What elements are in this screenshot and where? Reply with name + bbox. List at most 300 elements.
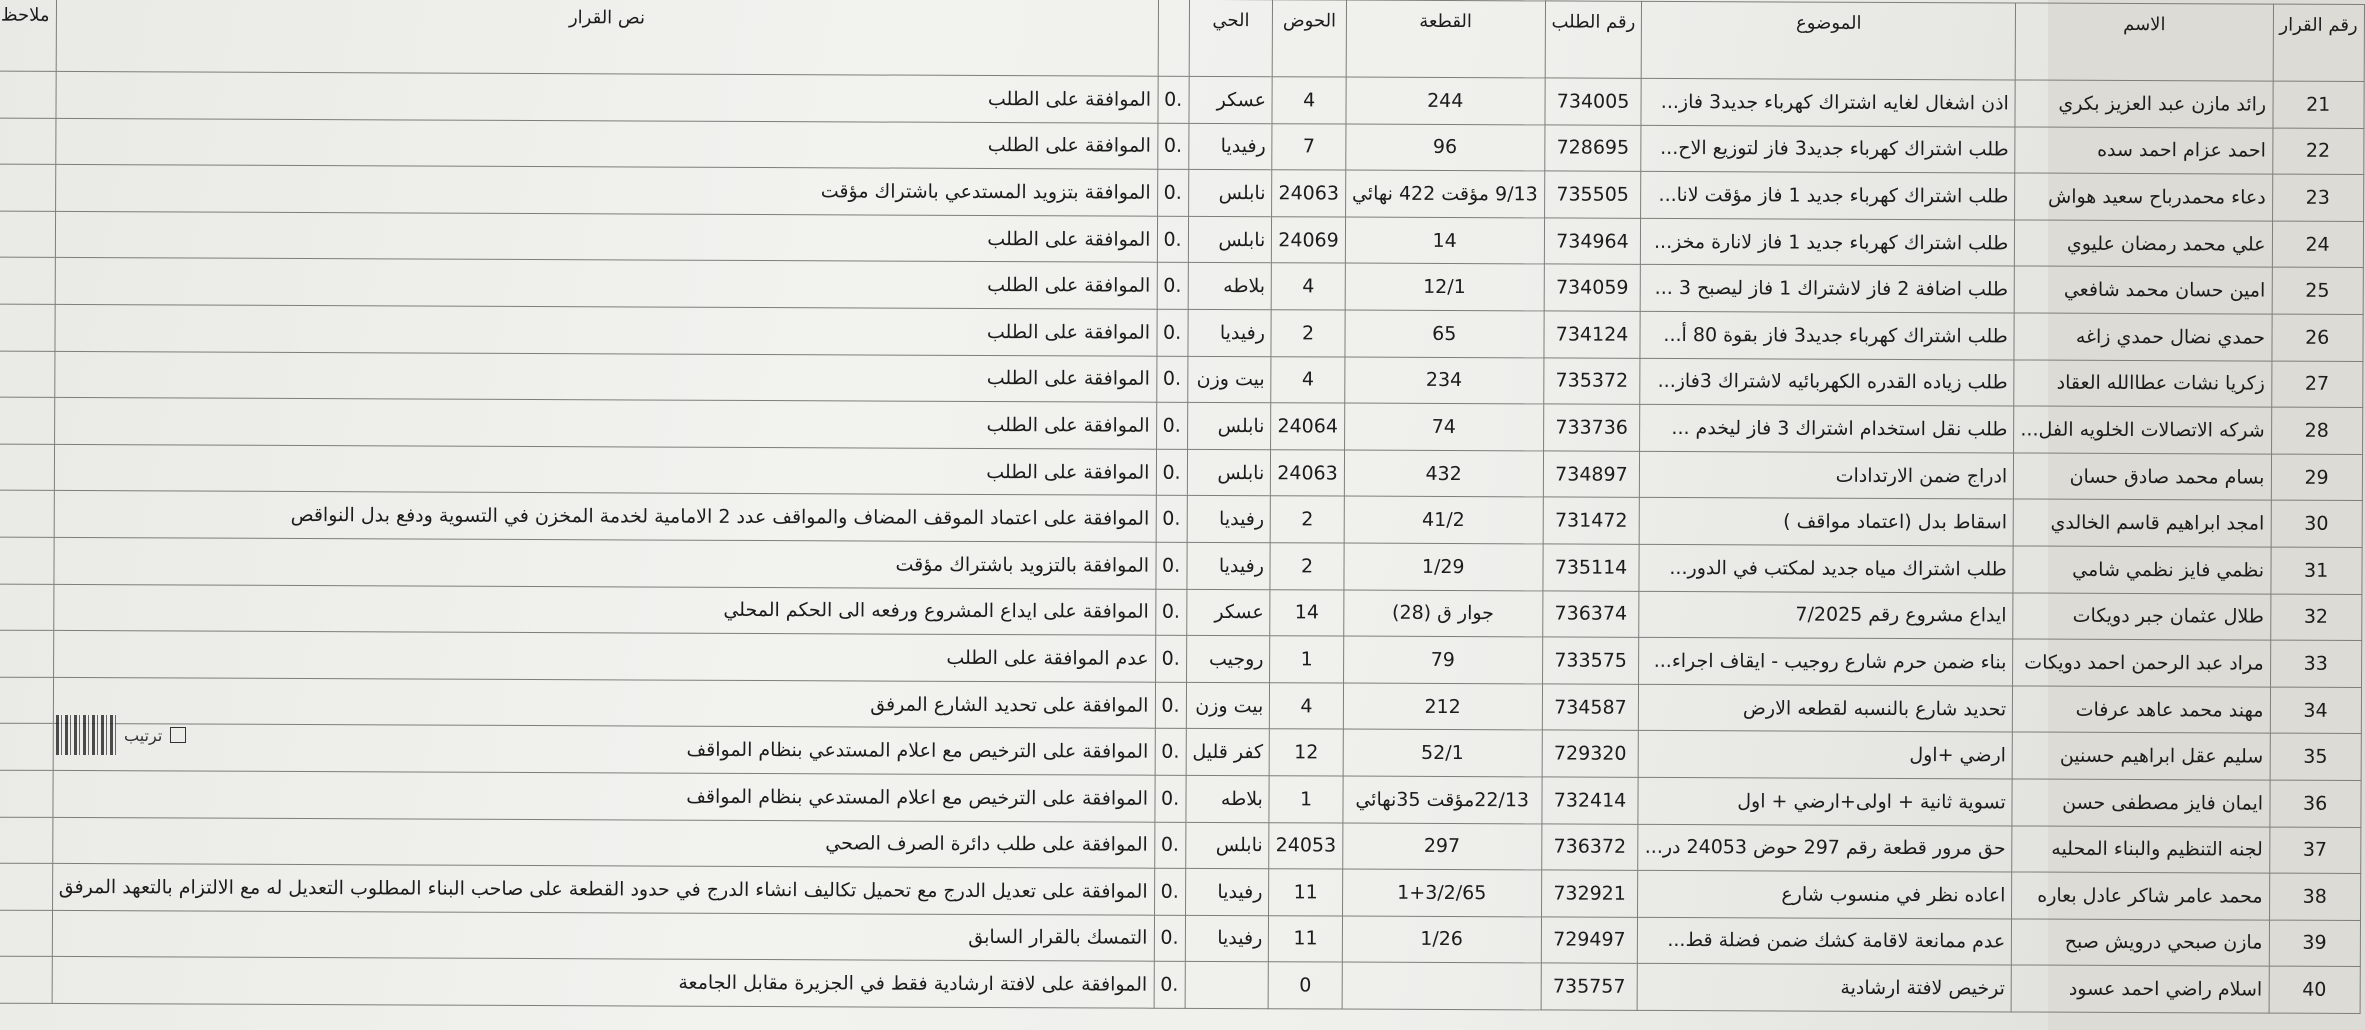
decision-text-cell (53, 770, 1155, 821)
plot-cell-text: 14 (1432, 229, 1457, 252)
name-cell (2012, 872, 2269, 920)
basin-cell-text: 24053 (1275, 834, 1337, 857)
basin-cell-text: 11 (1293, 881, 1318, 904)
request-no-cell (1544, 125, 1641, 172)
name-cell-text: طلال عثمان جبر دويكات (2072, 605, 2264, 628)
decision-no-cell-text: 32 (2303, 606, 2329, 629)
name-cell (2013, 686, 2270, 734)
decision-text-cell-text: الموافقة على الطلب (987, 87, 1152, 111)
marker-cell (1154, 962, 1185, 1009)
plot-cell-text (1349, 986, 1535, 987)
decision-text-cell (55, 118, 1157, 169)
basin-cell-text: 11 (1293, 927, 1318, 950)
district-cell-text: عسكر (1214, 601, 1264, 624)
plot-cell-text: 1/29 (1421, 555, 1465, 578)
decision-no-cell-text: 24 (2305, 233, 2330, 256)
basin-cell (1270, 496, 1344, 543)
notes-cell (0, 397, 54, 444)
request-no-cell-text: 731472 (1554, 509, 1628, 532)
subject-cell (1638, 917, 2012, 965)
district-cell (1186, 775, 1270, 822)
subject-cell-text: طلب اشتراك كهرباء جديد 1 فاز مؤقت لانا... (1658, 183, 2009, 208)
decision-text-cell-text: الموافقة بالتزويد باشتراك مؤقت (895, 553, 1150, 577)
request-no-cell-text: 733736 (1555, 416, 1628, 439)
subject-cell-text: ترخيص لافتة ارشادية (1840, 976, 2006, 1000)
district-cell (1188, 309, 1272, 356)
marker-cell (1156, 356, 1187, 403)
marker-cell (1154, 868, 1185, 915)
request-no-cell-text: 734059 (1555, 276, 1629, 299)
request-no-cell (1544, 264, 1641, 311)
header-district: الحي (1189, 0, 1273, 77)
decision-text-cell (54, 491, 1156, 542)
decision-no-cell (2269, 873, 2360, 920)
subject-cell (1639, 684, 2013, 732)
name-cell (2015, 220, 2272, 268)
name-cell-text: شركه الاتصالات الخلويه الفل... (2020, 418, 2265, 442)
decision-no-cell-text: 34 (2303, 699, 2328, 722)
decision-text-cell-text: الموافقة بتزويد المستدعي باشتراك مؤقت (820, 180, 1151, 204)
district-cell (1186, 682, 1270, 729)
decision-no-cell-text: 27 (2304, 373, 2330, 396)
basin-cell (1269, 822, 1343, 869)
marker-cell (1157, 123, 1188, 170)
marker-cell (1156, 402, 1187, 449)
decision-text-cell (52, 957, 1154, 1008)
district-cell-text: رفيديا (1220, 135, 1266, 158)
district-cell-text: عسكر (1216, 88, 1266, 112)
district-cell (1185, 962, 1269, 1009)
basin-cell-text: 2 (1301, 555, 1314, 578)
request-no-cell (1541, 777, 1638, 824)
basin-cell (1269, 729, 1343, 776)
name-cell-text: مازن صبحي درويش صبح (2064, 931, 2263, 955)
decision-text-cell (53, 584, 1155, 635)
decision-no-cell (2270, 733, 2361, 780)
decision-text-cell (54, 444, 1156, 495)
subject-cell-text: اعاده نظر في منسوب شارع (1781, 883, 2006, 907)
basin-cell-text: 0 (1299, 974, 1312, 997)
subject-cell (1640, 404, 2014, 452)
marker-cell-text: .0 (1161, 740, 1180, 763)
decision-no-cell-text: 39 (2302, 932, 2327, 955)
district-cell (1185, 915, 1269, 962)
plot-cell (1345, 357, 1544, 404)
marker-cell (1154, 775, 1185, 822)
name-cell-text: زكريا نشات عطاالله العقاد (2056, 372, 2265, 395)
district-cell-text: نابلس (1218, 228, 1266, 251)
name-cell-text: احمد عزام احمد سده (2097, 139, 2266, 162)
district-cell (1186, 635, 1270, 682)
basin-cell (1271, 403, 1345, 450)
plot-cell (1343, 636, 1542, 683)
subject-cell-text: اسقاط بدل (اعتماد مواقف ) (1783, 510, 2008, 534)
marker-cell-text: .0 (1162, 554, 1181, 577)
basin-cell-text: 7 (1302, 135, 1316, 158)
notes-cell (0, 956, 52, 1003)
plot-cell-text: 79 (1430, 648, 1455, 671)
plot-cell (1344, 403, 1543, 450)
marker-cell-text: .0 (1162, 414, 1181, 437)
plot-cell-text: 244 (1427, 89, 1464, 112)
district-cell (1187, 356, 1271, 403)
marker-cell-text: .0 (1163, 228, 1182, 251)
decision-no-cell (2271, 314, 2362, 361)
table-row (0, 956, 2360, 1013)
notes-cell (0, 211, 55, 258)
basin-cell-text: 4 (1302, 275, 1315, 298)
decision-text-cell-text: الموافقة على ايداع المشروع ورفعه الى الحكم المحلي (723, 599, 1149, 624)
name-cell (2013, 499, 2270, 547)
plot-cell (1344, 543, 1543, 590)
marker-cell-text: .0 (1160, 834, 1180, 857)
subject-cell (1640, 451, 2014, 499)
decision-text-cell (55, 165, 1157, 216)
decision-no-cell-text: 40 (2302, 978, 2327, 1001)
header-name: الاسم (2015, 3, 2273, 81)
subject-cell-text: طلب اشتراك مياه جديد لمكتب في الدور... (1669, 556, 2007, 581)
name-cell (2014, 453, 2271, 501)
plot-cell (1345, 263, 1544, 310)
name-cell (2012, 779, 2269, 827)
marker-cell-text: .0 (1162, 368, 1182, 391)
stamp-label: ترتيب (124, 725, 163, 745)
name-cell-text: اسلام راضي احمد عسود (2068, 977, 2263, 1001)
name-cell (2014, 266, 2271, 314)
checkbox-icon (170, 727, 186, 743)
request-no-cell-text: 729497 (1553, 928, 1626, 952)
decision-no-cell-text: 21 (2306, 93, 2331, 116)
decision-no-cell-text: 38 (2302, 885, 2327, 908)
decision-text-cell (55, 304, 1157, 355)
notes-cell (0, 351, 55, 398)
basin-cell-text: 4 (1300, 694, 1313, 717)
request-no-cell-text: 736372 (1553, 835, 1627, 859)
request-no-cell-text: 734005 (1556, 90, 1630, 113)
decision-no-cell-text: 36 (2303, 792, 2328, 815)
notes-cell (0, 118, 56, 165)
district-cell-text: نابلس (1217, 461, 1265, 484)
notes-cell (0, 537, 54, 584)
marker-cell (1154, 915, 1185, 962)
notes-cell (0, 164, 55, 211)
decision-no-cell (2272, 267, 2363, 314)
header-subject: الموضوع (1642, 1, 2016, 80)
plot-cell (1342, 916, 1541, 963)
decision-text-cell-text: الموافقة على الطلب (987, 134, 1151, 158)
district-cell-text: رفيديا (1219, 321, 1265, 344)
basin-cell-text: 2 (1302, 322, 1315, 345)
marker-cell-text: .0 (1164, 88, 1183, 111)
notes-cell (0, 258, 55, 305)
basin-cell-text: 4 (1301, 368, 1315, 391)
district-cell (1188, 216, 1272, 263)
marker-cell (1155, 635, 1186, 682)
request-no-cell-text: 734964 (1556, 230, 1629, 253)
name-cell-text: نظمي فايز نظمي شامي (2072, 558, 2265, 582)
decision-no-cell (2269, 780, 2360, 827)
subject-cell-text: طلب اشتراك كهرباء جديد3 فاز بقوة 80 أ... (1663, 323, 2008, 348)
name-cell (2012, 919, 2269, 967)
decision-text-cell (56, 71, 1158, 122)
subject-cell (1639, 731, 2013, 779)
plot-cell-text: 22/13مؤقت 35نهائي (1355, 788, 1530, 812)
decision-no-cell-text: 35 (2303, 745, 2328, 768)
subject-cell (1638, 870, 2012, 918)
request-no-cell (1541, 823, 1638, 870)
subject-cell (1639, 544, 2013, 592)
subject-cell (1641, 265, 2015, 313)
marker-cell-text: .0 (1160, 973, 1179, 996)
marker-cell-text: .0 (1163, 274, 1182, 298)
header-notes: ملاحظ (0, 0, 56, 71)
decision-text-cell-text: الموافقة على الطلب (986, 367, 1150, 391)
basin-cell (1271, 356, 1345, 403)
request-no-cell-text: 735757 (1552, 975, 1626, 998)
plot-cell-text: 432 (1425, 462, 1462, 485)
request-no-cell (1544, 171, 1641, 218)
district-cell-text: بلاطه (1220, 787, 1263, 810)
subject-cell (1641, 125, 2015, 173)
basin-cell (1272, 217, 1346, 264)
name-cell (2015, 173, 2272, 221)
name-cell-text: بسام محمد صادق حسان (2069, 465, 2265, 489)
name-cell-text: رائد مازن عبد العزيز بكري (2058, 92, 2267, 116)
name-cell (2011, 965, 2268, 1013)
name-cell (2015, 127, 2272, 175)
basin-cell (1268, 962, 1342, 1009)
notes-cell (0, 584, 54, 631)
district-cell (1188, 263, 1272, 310)
decision-text-cell-text: الموافقة على الطلب (986, 320, 1151, 344)
name-cell (2014, 313, 2271, 361)
plot-cell-text: 234 (1425, 369, 1463, 392)
decision-no-cell (2269, 827, 2360, 874)
decision-no-cell-text: 33 (2303, 652, 2328, 675)
district-cell (1188, 170, 1272, 217)
header-plot: القطعة (1346, 0, 1545, 78)
district-cell (1185, 822, 1269, 869)
decision-no-cell (2271, 454, 2362, 501)
subject-cell-text: تحديد شارع بالنسبه لقطعه الارض (1742, 696, 2007, 720)
decision-text-cell-text: عدم الموافقة على الطلب (946, 646, 1149, 670)
marker-cell (1156, 309, 1187, 356)
subject-cell-text: ادراج ضمن الارتدادات (1835, 464, 2008, 487)
request-no-cell (1542, 544, 1639, 591)
plot-cell (1346, 77, 1545, 124)
plot-cell (1343, 776, 1542, 823)
plot-cell (1343, 683, 1542, 730)
plot-cell (1345, 170, 1544, 217)
name-cell-text: علي محمد رمضان عليوي (2066, 232, 2266, 256)
header-decision-text: نص القرار (56, 0, 1158, 76)
decision-no-cell-text: 22 (2305, 140, 2331, 163)
district-cell-text: نابلس (1217, 414, 1265, 438)
subject-cell-text: تسوية ثانية + اولى+ارضي + اول (1737, 789, 2006, 814)
decision-text-cell-text: الموافقة على الطلب (987, 274, 1151, 297)
request-no-cell-text: 732921 (1553, 882, 1626, 905)
name-cell (2013, 593, 2270, 641)
marker-cell-text: .0 (1163, 181, 1182, 204)
request-no-cell (1542, 684, 1639, 731)
subject-cell (1641, 78, 2015, 126)
marker-cell-text: .0 (1163, 321, 1182, 344)
notes-cell (0, 304, 55, 351)
subject-cell-text: طلب زياده القدره الكهربائيه لاشتراك 3فاز... (1657, 370, 2008, 394)
marker-cell-text: .0 (1161, 787, 1180, 810)
header-decision-no: رقم القرار (2273, 4, 2365, 81)
marker-cell-text: .0 (1161, 647, 1180, 670)
request-no-cell-text: 733575 (1554, 649, 1627, 672)
decision-no-cell-text: 26 (2305, 326, 2330, 349)
plot-cell-text: 212 (1424, 695, 1461, 718)
basin-cell-text: 24063 (1278, 182, 1340, 205)
name-cell-text: دعاء محمدرباح سعيد هواش (2047, 185, 2266, 209)
basin-cell-text: 2 (1301, 508, 1314, 531)
decision-no-cell (2271, 500, 2362, 547)
request-no-cell-text: 734897 (1555, 463, 1628, 486)
district-cell-text: نابلس (1215, 834, 1263, 857)
decision-text-cell-text: الموافقة على طلب دائرة الصرف الصحي (825, 832, 1148, 856)
district-cell-text: رفيديا (1217, 927, 1263, 950)
district-cell-text: رفيديا (1218, 554, 1264, 577)
decision-no-cell-text: 28 (2304, 419, 2329, 442)
request-no-cell (1542, 590, 1639, 637)
marker-cell-text: .0 (1162, 461, 1181, 484)
request-no-cell-text: 734124 (1555, 323, 1629, 346)
name-cell (2014, 406, 2271, 454)
request-no-cell (1543, 451, 1640, 498)
request-no-cell (1544, 311, 1641, 358)
basin-cell (1271, 449, 1345, 496)
plot-cell-text: جوار ق (28) (1392, 602, 1494, 625)
marker-cell-text: .0 (1161, 694, 1180, 717)
name-cell (2014, 360, 2271, 408)
basin-cell (1272, 77, 1346, 124)
decision-no-cell (2271, 407, 2362, 454)
basin-cell-text: 4 (1303, 89, 1316, 112)
district-cell-text: بيت وزن (1196, 368, 1265, 391)
plot-cell (1342, 869, 1541, 916)
decision-text-cell-text: الموافقة على تحديد الشارع المرفق (870, 693, 1149, 717)
decision-text-cell-text: الموافقة على لافتة ارشادية فقط في الجزيرة مقابل الجامعة (678, 971, 1148, 996)
header-blank (1158, 0, 1189, 76)
marker-cell (1155, 729, 1186, 776)
marker-cell (1155, 542, 1186, 589)
marker-cell (1158, 76, 1189, 123)
decision-no-cell (2271, 361, 2362, 408)
request-no-cell-text: 734587 (1554, 695, 1627, 719)
notes-cell (0, 677, 53, 724)
marker-cell-text: .0 (1160, 880, 1179, 903)
decision-no-cell (2270, 640, 2361, 687)
plot-cell (1343, 729, 1542, 776)
decision-no-cell (2270, 547, 2361, 594)
subject-cell (1638, 777, 2012, 825)
basin-cell (1271, 310, 1345, 357)
decision-text-cell-text: التمسك بالقرار السابق (968, 926, 1148, 950)
name-cell-text: ايمان فايز مصطفى حسن (2062, 791, 2264, 815)
notes-cell (0, 444, 54, 491)
basin-cell (1272, 170, 1346, 217)
plot-cell (1344, 496, 1543, 543)
marker-cell-text: .0 (1161, 601, 1181, 624)
basin-cell-text: 24063 (1277, 461, 1338, 485)
district-cell (1187, 449, 1271, 496)
name-cell-text: حمدي نضال حمدي زاغه (2075, 325, 2266, 349)
basin-cell (1269, 869, 1343, 916)
basin-cell-text: 1 (1300, 788, 1313, 811)
request-no-cell-text: 735114 (1554, 556, 1628, 579)
request-no-cell-text: 735505 (1556, 183, 1629, 206)
request-no-cell (1545, 78, 1642, 125)
subject-cell-text: بناء ضمن حرم شارع روجيب - ايقاف اجراء... (1653, 649, 2007, 674)
district-cell-text: نابلس (1218, 181, 1266, 205)
district-cell-text: بيت وزن (1195, 694, 1264, 717)
subject-cell-text: عدم ممانعة لاقامة كشك ضمن فضلة قط... (1667, 929, 2006, 953)
subject-cell (1640, 498, 2014, 546)
request-no-cell-text: 732414 (1553, 789, 1627, 812)
request-no-cell (1543, 497, 1640, 544)
subject-cell (1638, 824, 2012, 872)
decision-no-cell-text: 37 (2302, 839, 2328, 862)
district-cell-text: بلاطه (1223, 275, 1266, 298)
request-no-cell-text: 736374 (1554, 602, 1628, 626)
basin-cell (1272, 263, 1346, 310)
district-cell (1187, 542, 1271, 589)
decision-text-cell-text: الموافقة على الطلب (987, 227, 1151, 251)
plot-cell-text: 52/1 (1421, 741, 1464, 765)
decision-text-cell-text: الموافقة على الترخيص مع اعلام المستدعي بنظام المواقف (686, 738, 1149, 763)
name-cell-text: سليم عقل ابراهيم حسنين (2059, 744, 2264, 768)
district-cell (1189, 76, 1273, 123)
subject-cell-text: ارضي +اول (1909, 744, 2007, 767)
marker-cell (1156, 449, 1187, 496)
name-cell (2012, 825, 2269, 873)
subject-cell (1638, 964, 2012, 1012)
subject-cell-text: حق مرور قطعة رقم 297 حوض 24053 در... (1644, 836, 2006, 860)
basin-cell (1270, 543, 1344, 590)
decision-text-cell-text: الموافقة على تعديل الدرج مع تحميل تكاليف انشاء الدرج في حدود القطعة على صاحب البناء المطلوب التعديل له مع الالتزام بالتعهد المرفق (58, 875, 1148, 903)
request-no-cell (1542, 637, 1639, 684)
name-cell (2015, 80, 2272, 128)
plot-cell-text: 74 (1431, 415, 1456, 438)
plot-cell (1344, 450, 1543, 497)
basin-cell (1270, 682, 1344, 729)
notes-cell (0, 630, 53, 677)
subject-cell-text: اذن اشغال لغايه اشتراك كهرباء جديد3 فاز... (1660, 90, 2009, 115)
request-no-cell-text: 729320 (1553, 742, 1627, 765)
decision-text-cell (52, 864, 1154, 915)
request-no-cell (1544, 218, 1641, 265)
name-cell-text: امين حسان محمد شافعي (2063, 278, 2266, 302)
plot-cell-text: 9/13 مؤقت 422 نهائي (1351, 182, 1538, 206)
request-no-cell (1541, 870, 1638, 917)
decision-no-cell-text: 29 (2304, 466, 2329, 489)
barcode-icon (56, 715, 116, 755)
basin-cell (1270, 636, 1344, 683)
decision-no-cell (2272, 128, 2363, 175)
notes-cell (0, 910, 52, 957)
basin-cell-text: 24069 (1278, 228, 1339, 252)
district-cell (1186, 589, 1270, 636)
decision-text-cell (55, 211, 1157, 262)
decision-text-cell-text: الموافقة على اعتماد الموقف المضاف والمواقف عدد 2 الامامية لخدمة المخزن في التسوية ودفع بدل النواقص (290, 504, 1150, 530)
decision-no-cell-text: 25 (2305, 279, 2330, 303)
name-cell (2013, 639, 2270, 687)
marker-cell-text: .0 (1163, 135, 1183, 158)
request-no-cell (1541, 963, 1638, 1010)
